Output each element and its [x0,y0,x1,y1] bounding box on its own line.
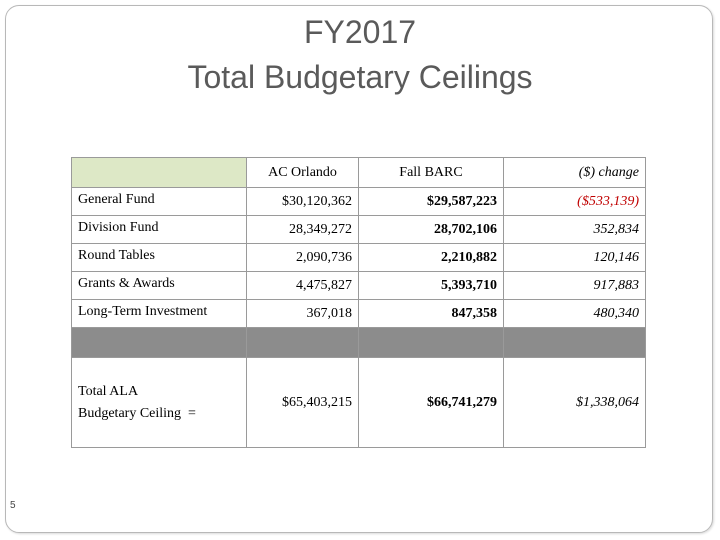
cell-ac-orlando: 367,018 [247,300,359,328]
table-row [72,244,646,272]
total-fall-barc: $66,741,279 [359,358,504,448]
table-row [72,216,646,244]
row-label: Round Tables [72,244,247,272]
total-label [72,358,247,448]
cell-ac-orlando: 4,475,827 [247,272,359,300]
table-header-row [72,158,646,188]
slide-title-line1: FY2017 [303,14,417,50]
cell-ac-orlando: 28,349,272 [247,216,359,244]
separator-cell [72,328,247,358]
row-label: Division Fund [72,216,247,244]
total-ac-orlando: $65,403,215 [247,358,359,448]
cell-ac-orlando: $30,120,362 [247,188,359,216]
cell-fall-barc: 847,358 [359,300,504,328]
cell-fall-barc: 2,210,882 [359,244,504,272]
total-change: $1,338,064 [504,358,646,448]
cell-fall-barc: 28,702,106 [359,216,504,244]
separator-cell [247,328,359,358]
total-label-line2: Budgetary Ceiling = [78,405,196,421]
header-ac-orlando: AC Orlando [247,158,359,188]
budget-table [71,157,646,448]
header-label-cell [72,158,247,188]
slide-title-line2: Total Budgetary Ceilings [187,59,533,95]
separator-cell [359,328,504,358]
row-label: Long-Term Investment [72,300,247,328]
table-row [72,188,646,216]
row-label: General Fund [72,188,247,216]
table-row [72,300,646,328]
slide-number: 5 [10,500,16,511]
header-change: ($) change [504,158,646,188]
cell-change: 480,340 [504,300,646,328]
header-fall-barc: Fall BARC [359,158,504,188]
cell-ac-orlando: 2,090,736 [247,244,359,272]
row-label: Grants & Awards [72,272,247,300]
cell-change: 917,883 [504,272,646,300]
cell-fall-barc: 5,393,710 [359,272,504,300]
table-row [72,272,646,300]
cell-change: 352,834 [504,216,646,244]
total-row [72,358,646,448]
separator-row [72,328,646,358]
cell-fall-barc: $29,587,223 [359,188,504,216]
total-label-line1: Total ALA [78,383,139,399]
cell-change: 120,146 [504,244,646,272]
cell-change: ($533,139) [504,188,646,216]
separator-cell [504,328,646,358]
